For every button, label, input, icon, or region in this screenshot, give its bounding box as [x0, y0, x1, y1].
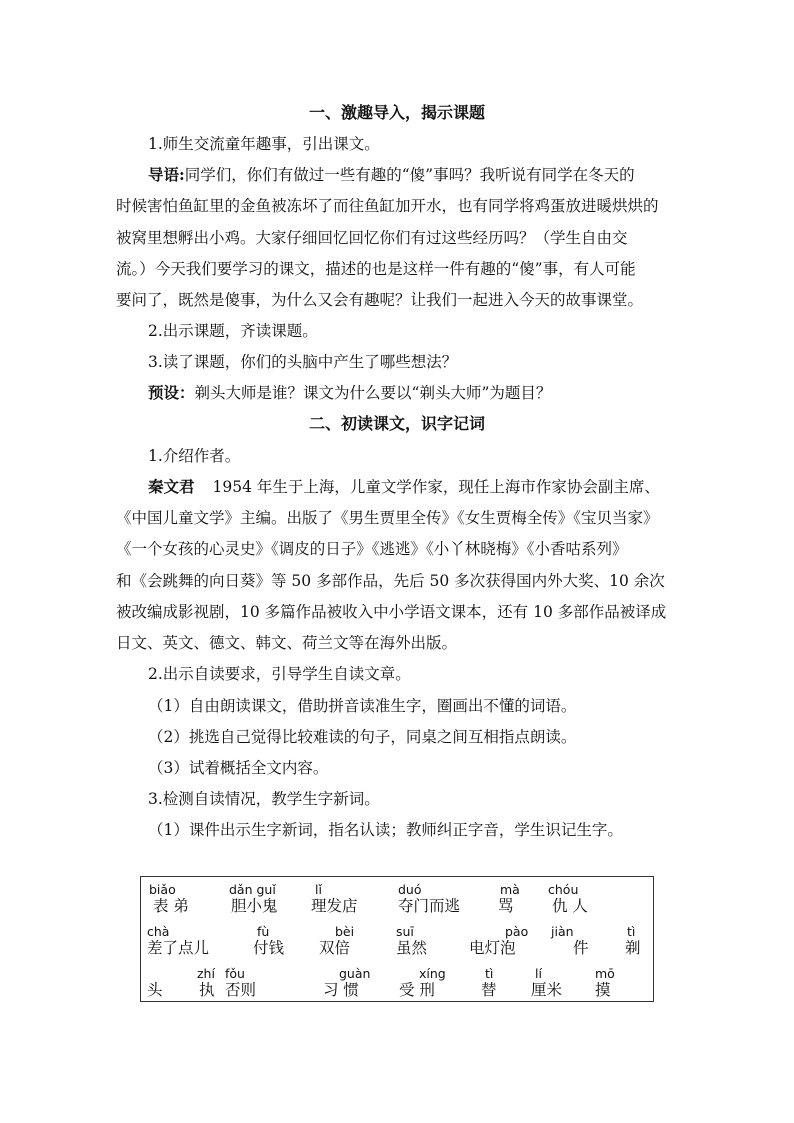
requirement-item: （1）自由朗读课文，借助拼音读准生字，圈画出不懂的词语。	[148, 697, 577, 715]
pinyin: jiàn	[551, 924, 574, 939]
word: 付钱	[253, 939, 285, 957]
word: 替	[481, 981, 497, 999]
pinyin: guàn	[339, 966, 371, 981]
intro-text: 同学们，你们有做过一些有趣的“傻”事吗？我听说有同学在冬天的	[184, 166, 635, 184]
word: 胆小鬼	[231, 897, 278, 915]
word: 执	[199, 981, 215, 999]
paragraph: 3.检测自读情况，教学生字新词。	[148, 790, 380, 808]
pinyin: mō	[595, 966, 615, 981]
pinyin: tì	[627, 924, 636, 939]
pinyin: duó	[398, 882, 422, 897]
pinyin: dǎn guǐ	[229, 882, 276, 897]
pinyin: fù	[257, 924, 270, 939]
paragraph: 2.出示课题，齐读课题。	[148, 322, 318, 340]
preset-line	[148, 383, 551, 403]
word: 剃	[625, 939, 641, 957]
pinyin: lǐ	[315, 882, 322, 897]
pinyin: bèi	[335, 924, 355, 939]
author-line	[148, 477, 660, 497]
pinyin: fǒu	[225, 966, 245, 981]
pinyin: chà	[147, 924, 170, 939]
pinyin: chóu	[548, 882, 579, 897]
requirement-item: （2）挑选自己觉得比较难读的句子，同桌之间互相指点朗读。	[148, 728, 577, 746]
preset-text: 剃头大师是谁？课文为什么要以“剃头大师”为题目？	[194, 384, 552, 402]
paragraph: 1.师生交流童年趣事，引出课文。	[148, 135, 380, 153]
pinyin: suī	[396, 924, 414, 939]
author-line: 《一个女孩的心灵史》《调皮的日子》《逃逃》《小丫林晓梅》《小香咕系列》	[116, 540, 628, 558]
author-line: 被改编成影视剧，10 多篇作品被收入中小学语文课本，还有 10 多部作品被译成	[116, 603, 667, 621]
paragraph: 3.读了课题，你们的头脑中产生了哪些想法？	[148, 353, 458, 371]
pinyin: zhí	[197, 966, 215, 981]
word: 双倍	[319, 939, 351, 957]
word: 理发店	[311, 897, 358, 915]
vocab-table	[140, 876, 654, 1002]
intro-line: 时候害怕鱼缸里的金鱼被冻坏了而往鱼缸加开水，也有同学将鸡蛋放进暖烘烘的	[116, 197, 659, 215]
preset-label: 预设：	[148, 383, 195, 402]
word: 电灯泡	[469, 939, 516, 957]
intro-line: 要问了，既然是傻事，为什么又会有趣呢？让我们一起进入今天的故事课堂。	[116, 291, 644, 309]
word: 虽然	[396, 939, 428, 957]
pinyin: lí	[535, 966, 542, 981]
word: 仇 人	[552, 897, 588, 915]
word: 夺门而逃	[398, 897, 461, 915]
requirement-item: （3）试着概括全文内容。	[148, 759, 329, 777]
author-line: 《中国儿童文学》主编。出版了《男生贾里全传》《女生贾梅全传》《宝贝当家》	[116, 509, 659, 527]
section-heading: 二、初读课文，识字记词	[308, 414, 485, 433]
author-name: 秦文君	[148, 477, 195, 496]
section-heading: 一、激趣导入，揭示课题	[308, 103, 485, 122]
word: 表 弟	[153, 897, 189, 915]
word: 受 刑	[399, 981, 435, 999]
word: 摸	[595, 981, 611, 999]
pinyin: biǎo	[149, 882, 176, 897]
intro-line: 被窝里想孵出小鸡。大家仔细回忆回忆你们有过这些经历吗？（学生自由交	[116, 229, 628, 247]
pinyin: xíng	[419, 966, 446, 981]
pinyin: mà	[500, 882, 520, 897]
word: 骂	[498, 897, 514, 915]
paragraph: （1）课件出示生字新词，指名认读；教师纠正字音，学生识记生字。	[148, 821, 623, 839]
pinyin: pào	[505, 924, 529, 939]
word: 差了点儿	[147, 939, 210, 957]
pinyin: tì	[485, 966, 494, 981]
word: 习 惯	[323, 981, 359, 999]
author-line: 和《会跳舞的向日葵》等 50 多部作品，先后 50 多次获得国内外大奖、10 余次	[116, 572, 665, 590]
intro-line: 流。）今天我们要学习的课文，描述的也是这样一件有趣的“傻”事，有人可能	[116, 260, 636, 278]
word: 厘米	[531, 981, 563, 999]
intro-line	[148, 165, 635, 185]
paragraph: 1.介绍作者。	[148, 447, 241, 465]
intro-label: 导语:	[148, 165, 185, 184]
word: 头	[147, 981, 163, 999]
author-text: 1954 年生于上海，儿童文学作家，现任上海市作家协会副主席、	[212, 478, 660, 496]
author-line: 日文、英文、德文、韩文、荷兰文等在海外出版。	[116, 634, 458, 652]
word: 件	[573, 939, 589, 957]
word: 否则	[225, 981, 257, 999]
paragraph: 2.出示自读要求，引导学生自读文章。	[148, 665, 411, 683]
